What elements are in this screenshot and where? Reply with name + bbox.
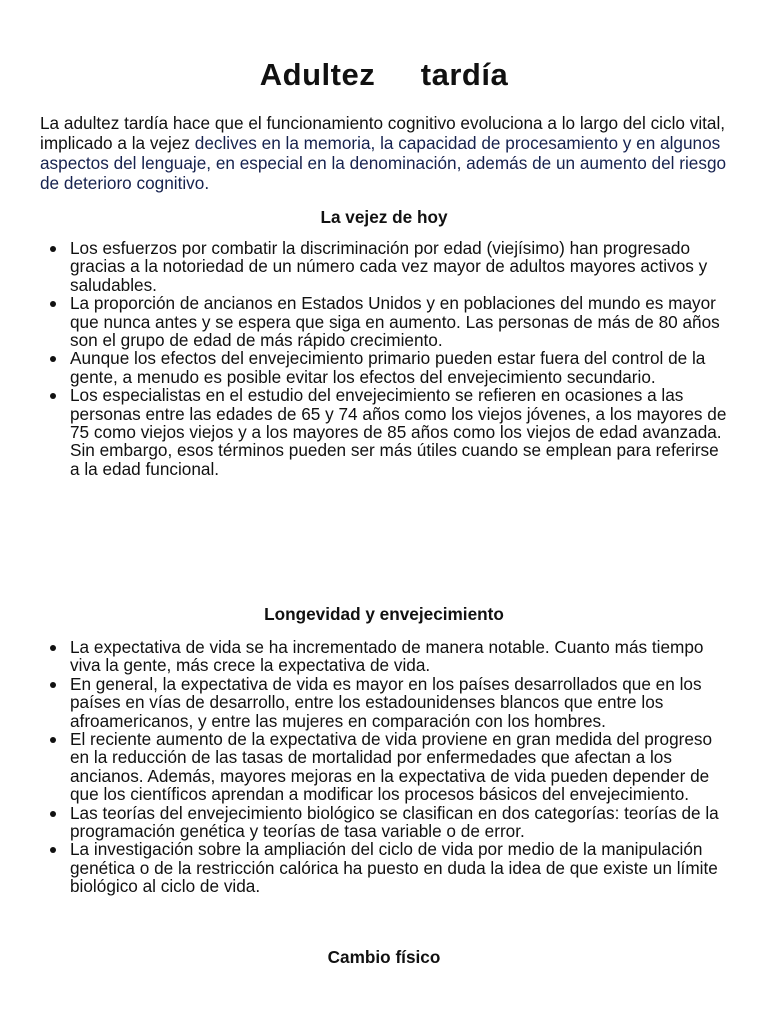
list-item-text: Las teorías del envejecimiento biológico se clasifican en dos categorías: teorías de la programación genética y teorías de tasa variable o de error. <box>70 802 719 842</box>
list-item-text: El reciente aumento de la expectativa de vida proviene en gran medida del progreso en la reducción de las tasas de mortalidad por enfermedades que afectan a los ancianos. Además, mayores mejoras en la expectativa de vida pueden depender de que los científicos aprendan a modificar los procesos básicos del envejecimiento. <box>70 729 713 805</box>
list-item-text: Aunque los efectos del envejecimiento primario pueden estar fuera del control de la gente, a menudo es posible evitar los efectos del envejecimiento secundario. <box>70 348 706 387</box>
bullet-list-longevidad <box>40 638 730 896</box>
bullet-list-la-vejez-de-hoy <box>40 239 730 478</box>
list-item-text: La expectativa de vida se ha incrementado de manera notable. Cuanto más tiempo viva la gente, más crece la expectativa de vida. <box>70 637 704 676</box>
list-item <box>40 638 730 675</box>
list-item-text: Los esfuerzos por combatir la discriminación por edad (viejísimo) han progresado gracias a la notoriedad de un número cada vez mayor de adultos mayores activos y saludables. <box>70 238 708 295</box>
bullet-dot-icon <box>50 301 56 307</box>
intro-paragraph <box>40 113 730 193</box>
list-item <box>40 840 730 895</box>
bullet-dot-icon <box>50 393 56 399</box>
bullet-dot-icon <box>50 847 56 853</box>
list-item-text: Los especialistas en el estudio del envejecimiento se refieren en ocasiones a las personas entre las edades de 65 y 74 años como los viejos jóvenes, a los mayores de 75 como viejos viejos y a los mayores de 85 años como los viejos de edad avanzada. Sin embargo, esos términos pueden ser más útiles cuando se emplean para referirse a la edad funcional. <box>70 385 727 479</box>
list-item-text: La investigación sobre la ampliación del ciclo de vida por medio de la manipulación genética o de la restricción calórica ha puesto en duda la idea de que existe un límite biológico al ciclo de vida. <box>70 839 718 897</box>
list-item <box>40 239 730 294</box>
intro-text: La adultez tardía hace que el funcionamiento cognitivo evoluciona a lo largo del ciclo vital, implicado a la vejez <box>40 113 726 153</box>
bullet-dot-icon <box>50 645 56 651</box>
list-item <box>40 386 730 478</box>
section-heading-la-vejez-de-hoy: La vejez de hoy <box>320 207 448 227</box>
list-item-text: En general, la expectativa de vida es mayor en los países desarrollados que en los países en vías de desarrollo, entre los estadounidenses blancos que entre los afroamericanos, y entre las mujeres en comparación con los hombres. <box>70 673 702 731</box>
intro-highlighted-text: declives en la memoria, la capacidad de procesamiento y en algunos aspectos del lenguaje, en especial en la denominación, además de un aumento del riesgo de deterioro cognitivo. <box>40 133 727 193</box>
bullet-dot-icon <box>50 811 56 817</box>
list-item <box>40 349 730 386</box>
bullet-dot-icon <box>50 682 56 688</box>
list-item <box>40 730 730 804</box>
section-heading-longevidad: Longevidad y envejecimiento <box>264 604 504 624</box>
list-item-text: La proporción de ancianos en Estados Unidos y en poblaciones del mundo es mayor que nunca antes y se espera que siga en aumento. Las personas de más de 80 años son el grupo de edad de más rápido crecimiento. <box>70 293 720 351</box>
list-item <box>40 294 730 349</box>
list-item <box>40 675 730 730</box>
page-title: Adultez tardía <box>259 56 509 92</box>
bullet-dot-icon <box>50 737 56 743</box>
section-heading-cambio-fisico: Cambio físico <box>327 947 441 967</box>
list-item <box>40 804 730 841</box>
bullet-dot-icon <box>50 356 56 362</box>
bullet-dot-icon <box>50 246 56 252</box>
